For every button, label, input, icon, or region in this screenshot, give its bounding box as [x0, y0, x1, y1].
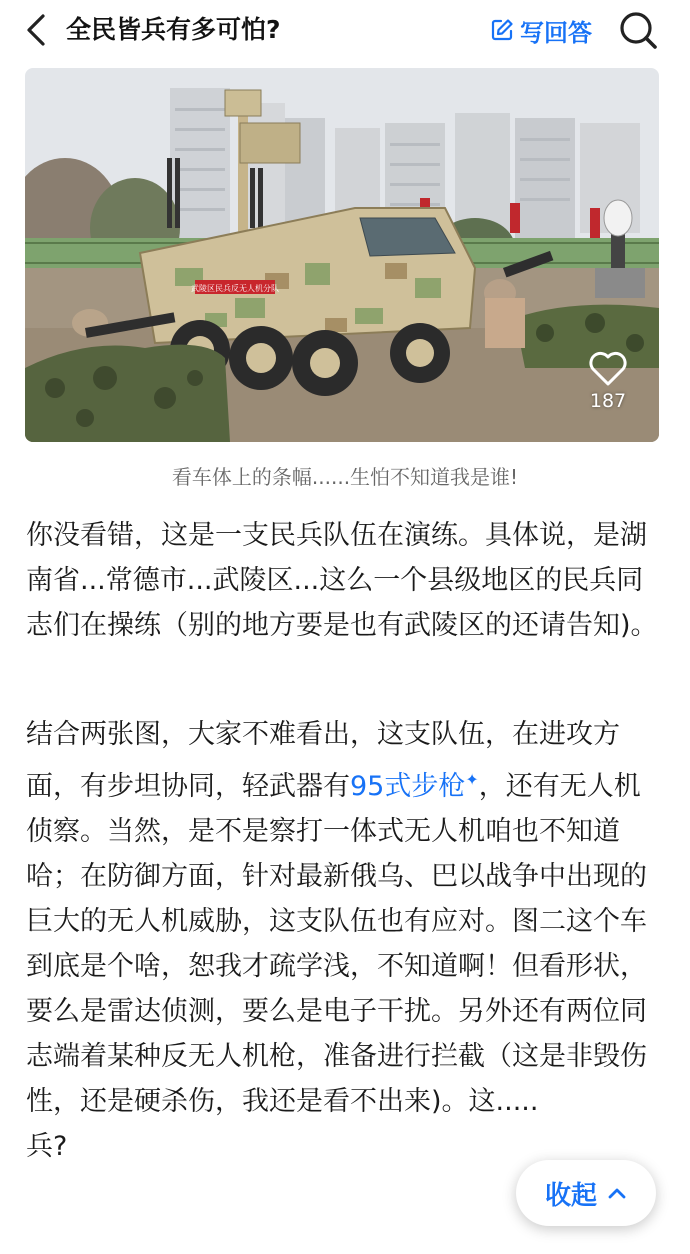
write-answer-label: 写回答 — [520, 18, 592, 47]
paragraph-2 — [26, 712, 666, 1169]
like-button[interactable] — [586, 346, 630, 390]
write-answer-button[interactable] — [490, 12, 592, 48]
paragraph-2-body: ，还有无人机侦察。当然，是不是察打一体式无人机咱也不知道哈；在防御方面，针对最新俄乌、巴以战争中出现的巨大的无人机威胁，这支队伍也有应对。图二这个车到底是个啥，恕我才疏学浅，不知道啊！但看形状，要么是雷达侦测，要么是电子干扰。另外还有两位同志端着某种反无人机枪，准备进行拦截（这是非毁伤性，还是硬杀伤，我还是看不出来)。这..... — [26, 771, 647, 1117]
paragraph-1: 你没看错，这是一支民兵队伍在演练。具体说，是湖南省...常德市...武陵区...这么一个县级地区的民兵同志们在操练（别的地方要是也有武陵区的还请告知)。 — [26, 520, 658, 641]
question-title[interactable]: 全民皆兵有多可怕? — [66, 15, 281, 44]
article-photo[interactable] — [25, 68, 659, 442]
chevron-up-icon — [607, 1186, 627, 1200]
vehicle-banner: 武陵区民兵反无人机分队 — [191, 284, 279, 293]
back-button[interactable] — [18, 10, 58, 50]
rifle-link[interactable]: 95式步枪 — [350, 771, 466, 802]
like-count: 187 — [589, 390, 627, 412]
paragraph-2-tail: 兵? — [26, 1131, 68, 1162]
sparkle-icon: ✦ — [465, 770, 479, 789]
chevron-left-icon — [18, 10, 58, 50]
collapse-button[interactable] — [516, 1160, 656, 1226]
military-vehicle-image — [25, 68, 659, 442]
search-icon — [616, 8, 660, 52]
top-bar — [0, 0, 690, 62]
photo-caption: 看车体上的条幅......生怕不知道我是谁! — [171, 465, 519, 489]
heart-icon — [586, 346, 630, 390]
collapse-label: 收起 — [544, 1180, 597, 1211]
paragraph-2-intro: 结合两张图，大家不难看出，这支队伍，在进攻方面，有步坦协同，轻武器有 — [26, 719, 620, 802]
search-button[interactable] — [616, 8, 660, 52]
edit-icon — [490, 18, 514, 42]
